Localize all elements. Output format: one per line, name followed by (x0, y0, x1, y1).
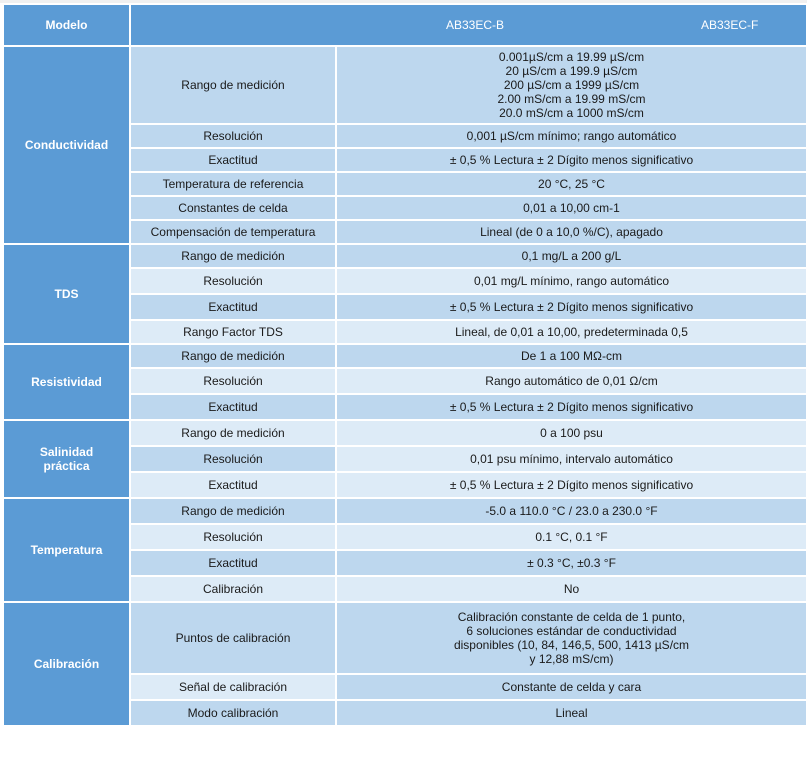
table-row (3, 244, 807, 268)
value-line: y 12,88 mS/cm) (529, 652, 614, 666)
value-cell: ± 0,5 % Lectura ± 2 Dígito menos significativo (336, 472, 807, 498)
value-line: 20.0 mS/cm a 1000 mS/cm (499, 106, 644, 120)
param-cell: Resolución (130, 524, 336, 550)
value-cell (336, 602, 807, 674)
section-tds: TDS (3, 244, 130, 344)
param-cell: Exactitud (130, 148, 336, 172)
value-cell: ± 0,5 % Lectura ± 2 Dígito menos significativo (336, 294, 807, 320)
value-line: 20 µS/cm a 199.9 µS/cm (505, 64, 638, 78)
section-temperatura: Temperatura (3, 498, 130, 602)
param-cell: Resolución (130, 124, 336, 148)
param-cell: Resolución (130, 268, 336, 294)
param-cell: Exactitud (130, 294, 336, 320)
param-cell: Resolución (130, 446, 336, 472)
table-row (3, 602, 807, 674)
value-cell: De 1 a 100 MΩ-cm (336, 344, 807, 368)
value-cell: Rango automático de 0,01 Ω/cm (336, 368, 807, 394)
param-cell: Rango de medición (130, 46, 336, 124)
value-cell: ± 0,5 % Lectura ± 2 Dígito menos significativo (336, 394, 807, 420)
value-cell (336, 46, 807, 124)
section-salinidad-practica (3, 420, 130, 498)
param-cell: Calibración (130, 576, 336, 602)
table-row (3, 420, 807, 446)
value-line: 0.001µS/cm a 19.99 µS/cm (498, 50, 645, 64)
value-cell: Lineal, de 0,01 a 10,00, predeterminada 0,5 (336, 320, 807, 344)
table-row (3, 344, 807, 368)
spec-table (2, 3, 807, 727)
param-cell: Rango de medición (130, 244, 336, 268)
param-cell: Rango de medición (130, 498, 336, 524)
model-ab33ec-f: AB33EC-F (701, 18, 759, 32)
table-row (3, 498, 807, 524)
param-cell: Puntos de calibración (130, 602, 336, 674)
param-cell: Constantes de celda (130, 196, 336, 220)
value-cell: No (336, 576, 807, 602)
param-cell: Compensación de temperatura (130, 220, 336, 244)
section-name-line: Salinidad (39, 445, 94, 459)
value-cell: 0,1 mg/L a 200 g/L (336, 244, 807, 268)
value-line: 6 soluciones estándar de conductividad (466, 624, 677, 638)
value-cell: 0.1 °C, 0.1 °F (336, 524, 807, 550)
value-cell: 0,01 a 10,00 cm-1 (336, 196, 807, 220)
param-cell: Modo calibración (130, 700, 336, 726)
section-name-line: práctica (43, 459, 90, 473)
section-conductividad: Conductividad (3, 46, 130, 244)
value-line: 2.00 mS/cm a 19.99 mS/cm (497, 92, 646, 106)
param-cell: Exactitud (130, 550, 336, 576)
param-cell: Rango Factor TDS (130, 320, 336, 344)
value-cell: 0 a 100 psu (336, 420, 807, 446)
value-cell: Lineal (de 0 a 10,0 %/C), apagado (336, 220, 807, 244)
model-ab33ec-b: AB33EC-B (446, 18, 505, 32)
value-line: 200 µS/cm a 1999 µS/cm (503, 78, 640, 92)
model-header: Modelo (3, 4, 130, 46)
models-header (130, 4, 807, 46)
header-row (3, 4, 807, 46)
param-cell: Temperatura de referencia (130, 172, 336, 196)
param-cell: Resolución (130, 368, 336, 394)
section-resistividad: Resistividad (3, 344, 130, 420)
param-cell: Señal de calibración (130, 674, 336, 700)
value-cell: 0,01 psu mínimo, intervalo automático (336, 446, 807, 472)
value-cell: Constante de celda y cara (336, 674, 807, 700)
value-line: disponibles (10, 84, 146,5, 500, 1413 µS/cm (453, 638, 690, 652)
table-row (3, 46, 807, 124)
value-cell: 20 °C, 25 °C (336, 172, 807, 196)
param-cell: Rango de medición (130, 420, 336, 446)
value-cell: 0,001 µS/cm mínimo; rango automático (336, 124, 807, 148)
value-line: Calibración constante de celda de 1 punto, (457, 610, 686, 624)
value-cell: Lineal (336, 700, 807, 726)
param-cell: Exactitud (130, 472, 336, 498)
param-cell: Rango de medición (130, 344, 336, 368)
section-calibracion: Calibración (3, 602, 130, 726)
value-cell: 0,01 mg/L mínimo, rango automático (336, 268, 807, 294)
value-cell: ± 0.3 °C, ±0.3 °F (336, 550, 807, 576)
value-cell: ± 0,5 % Lectura ± 2 Dígito menos significativo (336, 148, 807, 172)
value-cell: -5.0 a 110.0 °C / 23.0 a 230.0 °F (336, 498, 807, 524)
param-cell: Exactitud (130, 394, 336, 420)
